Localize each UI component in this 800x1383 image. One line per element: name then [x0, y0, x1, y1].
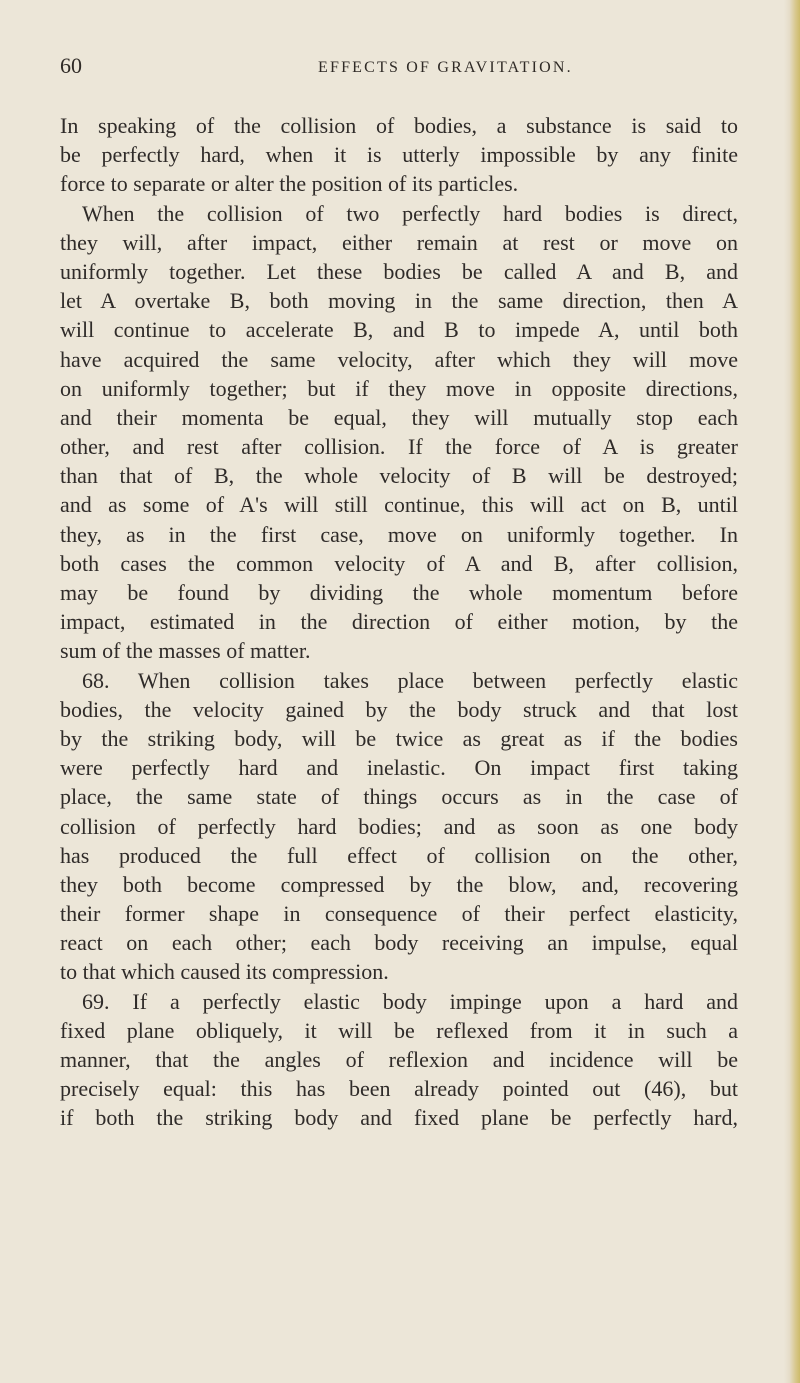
text-line: manner, that the angles of reflexion and incidence will be	[60, 1047, 738, 1072]
text-line: both cases the common velocity of A and B, after collision,	[60, 550, 738, 576]
text-line: uniformly together. Let these bodies be called A and B, and	[60, 258, 738, 284]
text-line: 69. If a perfectly elastic body impinge upon a hard and	[82, 988, 738, 1014]
body-text	[60, 111, 738, 1133]
text-line: bodies, the velocity gained by the body struck and that lost	[60, 696, 738, 722]
text-line: impact, estimated in the direction of either motion, by the	[60, 609, 738, 635]
text-line: In speaking of the collision of bodies, a substance is said to	[60, 113, 738, 138]
text-line: than that of B, the whole velocity of B will be destroyed;	[60, 463, 738, 489]
text-line: they will, after impact, either remain at rest or move on	[60, 229, 738, 255]
text-line: were perfectly hard and inelastic. On impact first taking	[60, 755, 738, 781]
text-line: When the collision of two perfectly hard bodies is direct,	[82, 200, 738, 226]
text-line: and as some of A's will still continue, this will act on B, until	[60, 492, 738, 518]
text-line: to that which caused its compression.	[60, 959, 389, 985]
text-line: by the striking body, will be twice as great as if the bodies	[60, 725, 738, 751]
text-line: collision of perfectly hard bodies; and as soon as one body	[60, 813, 738, 839]
text-line: their former shape in consequence of their perfect elasticity,	[60, 901, 738, 927]
text-line: will continue to accelerate B, and B to impede A, until both	[60, 317, 738, 343]
page-header	[60, 52, 760, 86]
text-line: other, and rest after collision. If the force of A is greater	[60, 434, 738, 460]
running-title: EFFECTS OF GRAVITATION.	[318, 59, 573, 76]
text-line: fixed plane obliquely, it will be reflexed from it in such a	[60, 1017, 738, 1043]
text-line: have acquired the same velocity, after which they will move	[60, 346, 738, 372]
text-line: let A overtake B, both moving in the same direction, then A	[60, 288, 738, 314]
text-line: sum of the masses of matter.	[60, 638, 311, 664]
text-line: 68. When collision takes place between perfectly elastic	[82, 667, 738, 693]
page-edge	[784, 0, 800, 1383]
text-line: force to separate or alter the position of its particles.	[60, 171, 519, 197]
text-line: may be found by dividing the whole momentum before	[60, 580, 738, 605]
text-line: be perfectly hard, when it is utterly impossible by any finite	[60, 142, 738, 168]
text-line: they, as in the first case, move on uniformly together. In	[60, 521, 738, 547]
text-line: and their momenta be equal, they will mutually stop each	[60, 404, 738, 430]
page-number: 60	[60, 53, 82, 78]
text-line: place, the same state of things occurs as in the case of	[60, 784, 738, 810]
text-line: if both the striking body and fixed plane be perfectly hard,	[60, 1105, 738, 1131]
text-line: has produced the full effect of collision on the other,	[60, 842, 738, 868]
text-line: they both become compressed by the blow, and, recovering	[60, 871, 738, 897]
text-line: precisely equal: this has been already pointed out (46), but	[60, 1076, 738, 1102]
text-line: on uniformly together; but if they move in opposite directions,	[60, 375, 738, 401]
text-line: react on each other; each body receiving an impulse, equal	[60, 930, 738, 956]
